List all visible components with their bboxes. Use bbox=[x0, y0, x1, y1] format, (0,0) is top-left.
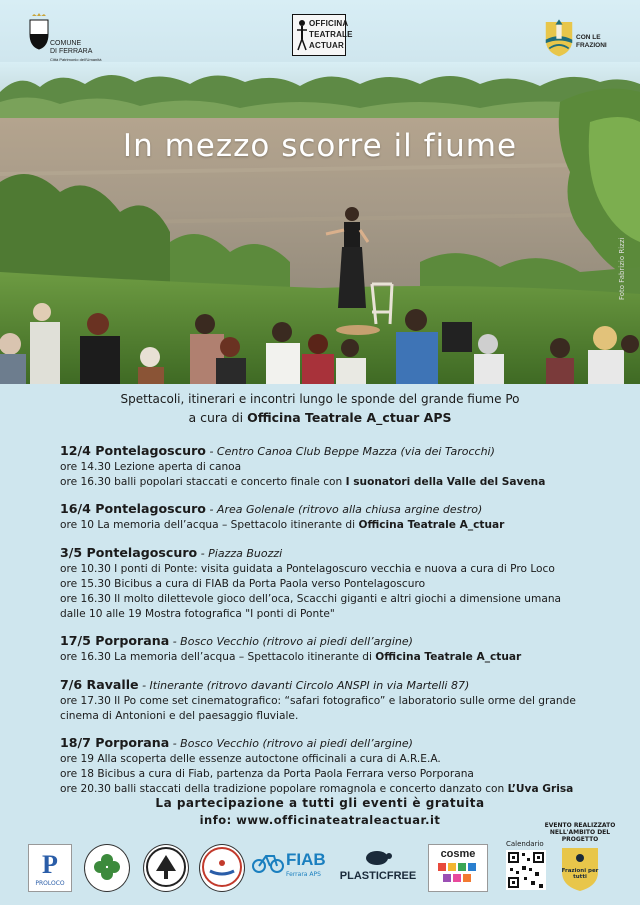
intro-line1: Spettacoli, itinerari e incontri lungo le sponde del grande fiume Po bbox=[120, 392, 520, 406]
event-line bbox=[60, 460, 620, 475]
evento-progetto-note: EVENTO REALIZZATO NELL'AMBITO DEL PROGETTO bbox=[544, 822, 616, 843]
cosme-dots-icon bbox=[438, 863, 478, 885]
event-line bbox=[60, 607, 620, 622]
event-date-place: 17/5 Porporana bbox=[60, 633, 170, 649]
event-line bbox=[60, 694, 605, 724]
event-line bbox=[60, 767, 620, 782]
event-line-text: dalle 10 alle 19 Mostra fotografica "I ponti di Ponte" bbox=[60, 608, 335, 621]
clover-icon bbox=[85, 845, 129, 889]
event-item bbox=[60, 500, 620, 533]
event-header bbox=[60, 734, 620, 752]
fiab-sub-label: Ferrara APS bbox=[286, 871, 321, 878]
event-line-text: ore 16.30 balli popolari staccati e concerto finale con bbox=[60, 476, 346, 489]
cosme-label: cosme bbox=[440, 848, 476, 860]
event-performer: L’Uva Grisa bbox=[507, 783, 574, 796]
comune-text bbox=[50, 40, 101, 64]
frazioni-text bbox=[576, 34, 607, 50]
event-line-text: ore 14.30 Lezione aperta di canoa bbox=[60, 461, 242, 473]
plasticfree-label: PLASTICFREE bbox=[339, 870, 417, 882]
bicycle-icon bbox=[252, 850, 284, 874]
frazioni-l1: CON LE bbox=[576, 34, 601, 41]
fiab-label: FIAB bbox=[286, 850, 326, 869]
events-list bbox=[60, 442, 620, 808]
event-header bbox=[60, 676, 620, 694]
event-header bbox=[60, 442, 620, 460]
event-line-text: ore 16.30 Il molto dilettevole gioco dell’oca, Scacchi giganti e altri giochi a dimensione umana bbox=[60, 593, 562, 606]
event-location: - Piazza Buozzi bbox=[197, 546, 283, 560]
svg-text:P: P bbox=[42, 850, 58, 879]
proloco-logo bbox=[28, 844, 72, 892]
event-date-place: 3/5 Pontelagoscuro bbox=[60, 544, 198, 560]
event-line-text: ore 10 La memoria dell’acqua – Spettacolo itinerante di bbox=[60, 519, 359, 532]
actuar-l3: ACTUAR bbox=[309, 41, 344, 50]
event-line bbox=[60, 577, 620, 592]
event-location: - Bosco Vecchio (ritrovo ai piedi dell’argine) bbox=[169, 635, 413, 649]
intro-prefix: a cura di bbox=[188, 410, 248, 425]
river-photo bbox=[0, 62, 640, 384]
event-performer: I suonatori della Valle del Savena bbox=[345, 476, 546, 489]
event-line-text: ore 10.30 I ponti di Ponte: visita guidata a Pontelagoscuro vecchia e nuova a cura di Pro Loco bbox=[60, 562, 555, 575]
frazioni-tutti-label: Frazioni per tutti bbox=[561, 868, 599, 880]
event-header bbox=[60, 500, 620, 518]
frazioni-l2: FRAZIONI bbox=[576, 42, 607, 49]
event-date-place: 7/6 Ravalle bbox=[60, 676, 139, 692]
comune-ferrara-logo bbox=[22, 12, 102, 62]
officina-actuar-logo bbox=[292, 14, 353, 56]
event-item bbox=[60, 632, 620, 665]
canoe-icon bbox=[200, 845, 244, 889]
info-website[interactable]: info: www.officinateatraleactuar.it bbox=[199, 813, 441, 827]
event-line bbox=[60, 475, 620, 490]
event-line bbox=[60, 752, 620, 767]
event-line bbox=[60, 562, 620, 577]
poster-title: In mezzo scorre il fiume bbox=[122, 128, 518, 164]
river-scene-illustration bbox=[0, 62, 640, 384]
event-item bbox=[60, 734, 620, 798]
event-line bbox=[60, 592, 620, 607]
event-location: - Itinerante (ritrovo davanti Circolo ANSPI in via Martelli 87) bbox=[138, 678, 470, 692]
event-location: - Area Golenale (ritrovo alla chiusa argine destro) bbox=[205, 503, 483, 517]
event-performer: Officina Teatrale A_ctuar bbox=[358, 519, 505, 532]
figure-icon bbox=[296, 19, 308, 51]
event-item bbox=[60, 442, 620, 490]
fiab-logo bbox=[252, 844, 328, 890]
con-le-frazioni-logo bbox=[544, 16, 608, 64]
crest-icon bbox=[28, 12, 50, 50]
qr-code-icon bbox=[506, 850, 546, 890]
event-line-text: ore 19 Alla scoperta delle essenze autoctone officinali a cura di A.R.E.A. bbox=[60, 753, 441, 766]
centro-sociale-logo bbox=[84, 844, 130, 892]
actuar-l1: OFFICINA bbox=[309, 19, 349, 28]
intro-line2 bbox=[0, 410, 640, 425]
calendar-qr-code[interactable] bbox=[506, 850, 546, 890]
calendar-label: Calendario bbox=[506, 840, 544, 848]
area-association-logo bbox=[143, 844, 189, 892]
event-header bbox=[60, 544, 620, 562]
comune-line3: Città Patrimonio dell'Umanità bbox=[50, 57, 102, 62]
frazioni-per-tutti-logo bbox=[560, 846, 600, 892]
actuar-text bbox=[309, 18, 353, 51]
free-participation-note: La partecipazione a tutti gli eventi è gratuita bbox=[155, 796, 485, 810]
cosme-logo bbox=[428, 844, 488, 892]
event-date-place: 16/4 Pontelagoscuro bbox=[60, 501, 206, 517]
event-date-place: 12/4 Pontelagoscuro bbox=[60, 443, 206, 458]
proloco-label: PROLOCO bbox=[35, 880, 65, 887]
tree-icon bbox=[144, 845, 188, 889]
frazioni-emblem-icon bbox=[544, 16, 574, 58]
event-line bbox=[60, 518, 620, 533]
event-line bbox=[60, 650, 620, 665]
centro-canoa-logo bbox=[199, 844, 245, 892]
photo-credit: Foto Fabrizio Rizzi bbox=[618, 237, 626, 300]
event-line-text: ore 18 Bicibus a cura di Fiab, partenza da Porta Paola Ferrara verso Porporana bbox=[60, 768, 474, 781]
event-performer: Officina Teatrale A_ctuar bbox=[375, 651, 522, 664]
event-header bbox=[60, 632, 620, 650]
intro-organizer: Officina Teatrale A_ctuar APS bbox=[247, 410, 452, 425]
event-item bbox=[60, 676, 620, 724]
event-line-text: ore 20.30 balli staccati della tradizione popolare romagnola e concerto danzato con bbox=[60, 783, 508, 796]
comune-line1: COMUNE bbox=[50, 40, 82, 47]
event-location: - Centro Canoa Club Beppe Mazza (via dei Tarocchi) bbox=[205, 445, 495, 458]
event-line-text: ore 17.30 Il Po come set cinematografico: “safari fotografico” e laboratorio sulle orme del grande cinema di Antonioni e del paesaggio fluviale. bbox=[60, 694, 576, 722]
event-item bbox=[60, 544, 620, 623]
event-line-text: ore 16.30 La memoria dell’acqua – Spettacolo itinerante di bbox=[60, 651, 376, 664]
actuar-l2: TEATRALE bbox=[309, 30, 353, 39]
turtle-icon bbox=[362, 846, 392, 868]
event-location: - Bosco Vecchio (ritrovo ai piedi dell’argine) bbox=[169, 737, 413, 751]
comune-line2: DI FERRARA bbox=[50, 48, 93, 55]
event-line-text: ore 15.30 Bicibus a cura di FIAB da Porta Paola verso Pontelagoscuro bbox=[60, 577, 426, 590]
plasticfree-logo bbox=[338, 844, 418, 890]
event-date-place: 18/7 Porporana bbox=[60, 735, 170, 751]
